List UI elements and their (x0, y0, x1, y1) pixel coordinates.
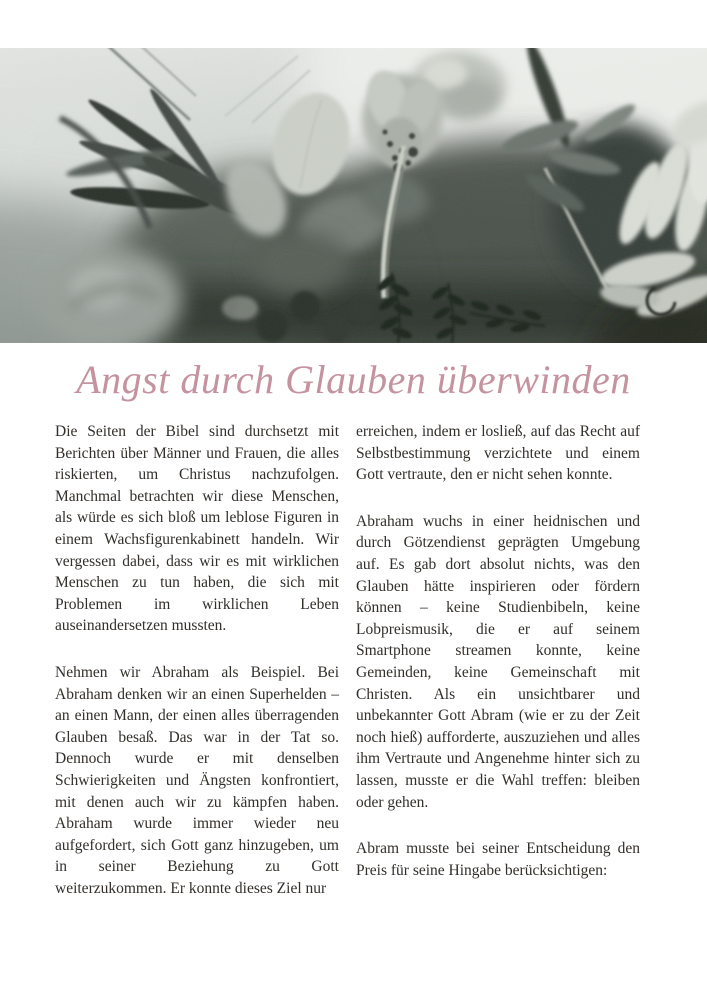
hero-photo (0, 48, 707, 343)
article-columns (55, 421, 640, 899)
column-left (55, 421, 339, 899)
paragraph-left-1: Die Seiten der Bibel sind durchsetzt mit Berichten über Männer und Frauen, die alles riskierten, um Christus nachzufolgen. Manchmal betrachten wir diese Menschen, als würde es sich bloß um leblose Figuren in einem Wachsfigurenkabinett handeln. Wir vergessen dabei, dass wir es mit wirklichen Menschen zu tun haben, die sich mit Problemen im wirklichen Leben auseinandersetzen mussten. (55, 423, 339, 635)
paragraph-left-2: Nehmen wir Abraham als Beispiel. Bei Abraham denken wir an einen Superhelden – an einen Mann, der einen alles überragenden Glauben besaß. Das war in der Tat so. Dennoch wurde er mit denselben Schwierigkeiten und Ängsten konfrontiert, mit denen auch wir zu kämpfen haben. Abraham wurde immer wieder neu aufgefordert, sich Gott ganz hinzugeben, um in seiner Beziehung zu Gott weiterzukommen. Er konnte dieses Ziel nur (55, 663, 339, 897)
film-grain-overlay (0, 48, 707, 343)
paragraph-right-3: Abram musste bei seiner Entscheidung den Preis für seine Hingabe berücksichtigen: (356, 840, 640, 879)
column-right (356, 421, 640, 899)
paragraph-right-1: erreichen, indem er losließ, auf das Recht auf Selbstbestimmung verzichtete und einem Gott vertraute, den er nicht sehen konnte. (356, 423, 640, 484)
page-title: Angst durch Glauben überwinden (76, 357, 631, 402)
bouquet-photo-illustration (0, 48, 707, 343)
paragraph-right-2: Abraham wuchs in einer heidnischen und durch Götzendienst geprägten Umgebung auf. Es gab dort absolut nichts, was den Glauben hätte inspirieren oder fördern können – keine Studienbibeln, keine Lobpreismusik, die er auf seinem Smartphone streamen konnte, keine Gemeinden, keine Gemeinschaft mit Christen. Als ein unsichtbarer und unbekannter Gott Abram (wie er zu der Zeit noch hieß) aufforderte, auszuziehen und alles ihm Vertraute und Angenehme hinter sich zu lassen, musste er die Wahl treffen: bleiben oder gehen. (356, 512, 640, 811)
